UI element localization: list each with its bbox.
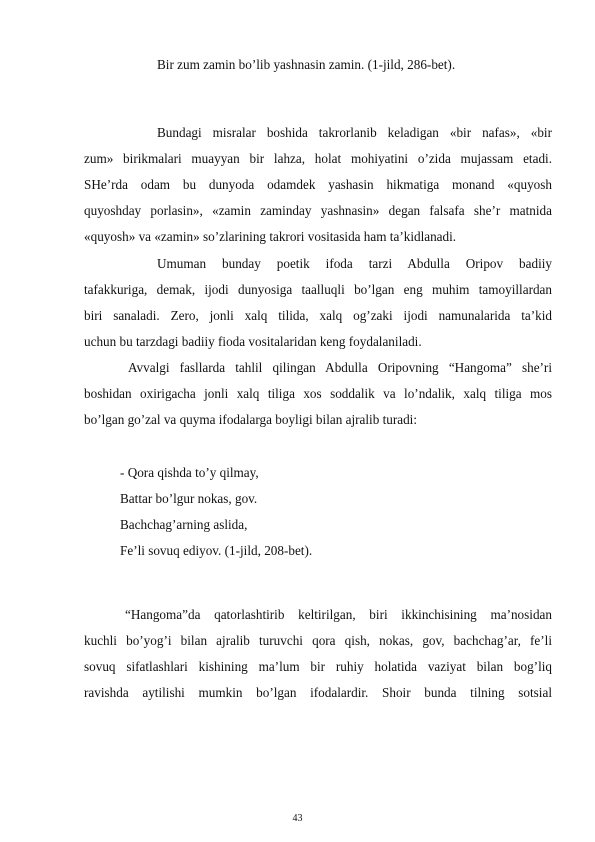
- paragraph-1-line-5: «quyosh» va «zamin» so’zlarining takrori vositasida ham ta’kidlanadi.: [84, 229, 457, 244]
- paragraph-2-line-3: biri sanaladi. Zero, jonli xalq tilida, xalq og’zaki ijodi namunalarida ta’kid: [84, 308, 552, 323]
- poem-line-2: Battar bo’lgur nokas, gov.: [120, 491, 258, 506]
- poem-line-4: Fe’li sovuq ediyov. (1-jild, 208-bet).: [120, 543, 313, 558]
- paragraph-1-line-1: Bundagi misralar boshida takrorlanib keladigan «bir nafas», «bir: [157, 125, 552, 140]
- paragraph-1-line-4: quyoshday porlasin», «zamin zaminday yashnasin» degan falsafa she’r matnida: [84, 203, 552, 218]
- paragraph-4-line-4: ravishda aytilishi mumkin bo’lgan ifodalardir. Shoir bunda tilning sotsial: [84, 685, 552, 700]
- paragraph-2-line-4: uchun bu tarzdagi badiiy fioda vositalaridan keng foydalaniladi.: [84, 334, 422, 349]
- paragraph-3-line-2: boshidan oxirigacha jonli xalq tiliga xos soddalik va lo’ndalik, xalq tiliga mos: [84, 386, 552, 401]
- paragraph-1-line-2: zum» birikmalari muayyan bir lahza, holat mohiyatini o’zida mujassam etadi.: [84, 151, 552, 166]
- paragraph-4-line-3: sovuq sifatlashlari kishining ma’lum bir ruhiy holatida vaziyat bilan bog’liq: [84, 659, 552, 674]
- paragraph-2-line-1: Umuman bunday poetik ifoda tarzi Abdulla Oripov badiiy: [157, 256, 552, 271]
- poem-line-3: Bachchag’arning aslida,: [120, 517, 248, 532]
- quote-line: Bir zum zamin bo’lib yashnasin zamin. (1-jild, 286-bet).: [157, 57, 456, 72]
- paragraph-4-line-2: kuchli bo’yog’i bilan ajralib turuvchi qora qish, nokas, gov, bachchag’ar, fe’li: [84, 633, 552, 648]
- paragraph-2-line-2: tafakkuriga, demak, ijodi dunyosiga taalluqli bo’lgan eng muhim tamoyillardan: [84, 282, 552, 297]
- paragraph-3-line-1: Avvalgi fasllarda tahlil qilingan Abdulla Oripovning “Hangoma” she’ri: [128, 360, 552, 375]
- poem-line-1: - Qora qishda to’y qilmay,: [120, 465, 259, 480]
- page-number: 43: [292, 813, 303, 824]
- paragraph-4-line-1: “Hangoma”da qatorlashtirib keltirilgan, biri ikkinchisining ma’nosidan: [125, 607, 552, 622]
- paragraph-3-line-3: bo’lgan go’zal va quyma ifodalarga boyligi bilan ajralib turadi:: [84, 412, 418, 427]
- paragraph-1-line-3: SHe’rda odam bu dunyoda odamdek yashasin hikmatiga monand «quyosh: [84, 177, 552, 192]
